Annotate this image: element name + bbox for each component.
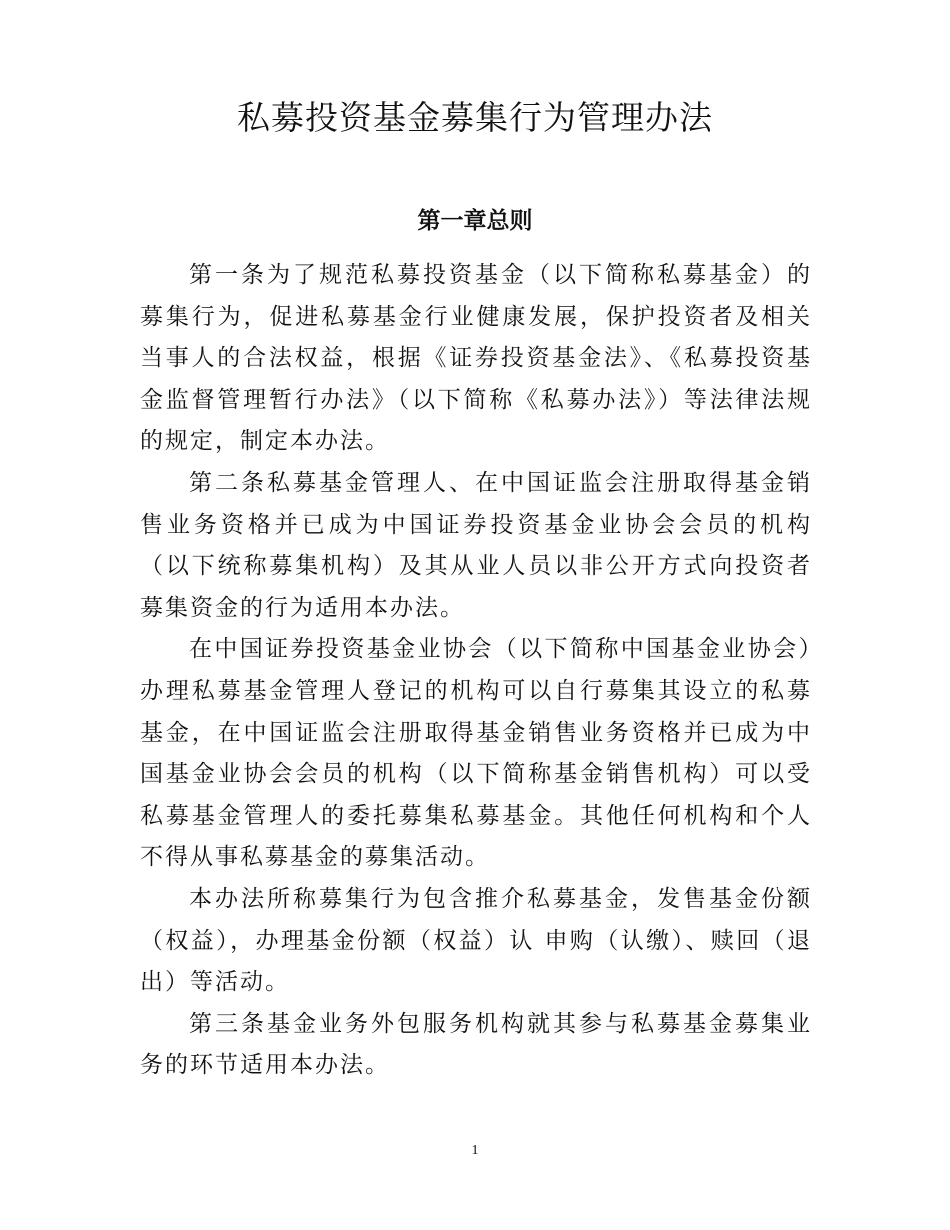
article-1-paragraph: 第一条为了规范私募投资基金（以下简称私募基金）的募集行为，促进私募基金行业健康发展，保护投资者及相关当事人的合法权益，根据《证券投资基金法》、《私募投资基金监督管理暂行办法》（以下简称《私募办法》）等法律法规的规定，制定本办法。 xyxy=(140,262,812,455)
article-2-scope-paragraph: 本办法所称募集行为包含推介私募基金，发售基金份额（权益），办理基金份额（权益）认 申购（认缴）、赎回（退出）等活动。 xyxy=(140,885,812,996)
document-title: 私募投资基金募集行为管理办法 xyxy=(237,98,713,137)
document-body xyxy=(140,255,812,1087)
article-2-clause-paragraph: 在中国证券投资基金业协会（以下简称中国基金业协会）办理私募基金管理人登记的机构可以自行募集其设立的私募基金，在中国证监会注册取得基金销售业务资格并已成为中国基金业协会会员的机构（以下简称基金销售机构）可以受私募基金管理人的委托募集私募基金。其他任何机构和个人不得从事私募基金的募集活动。 xyxy=(140,636,812,871)
page-number: 1 xyxy=(471,1143,479,1158)
article-2-paragraph: 第二条私募基金管理人、在中国证监会注册取得基金销售业务资格并已成为中国证券投资基金业协会会员的机构（以下统称募集机构）及其从业人员以非公开方式向投资者募集资金的行为适用本办法。 xyxy=(140,469,812,621)
article-3-paragraph: 第三条基金业务外包服务机构就其参与私募基金募集业务的环节适用本办法。 xyxy=(140,1010,812,1079)
chapter-heading: 第一章总则 xyxy=(417,208,533,234)
